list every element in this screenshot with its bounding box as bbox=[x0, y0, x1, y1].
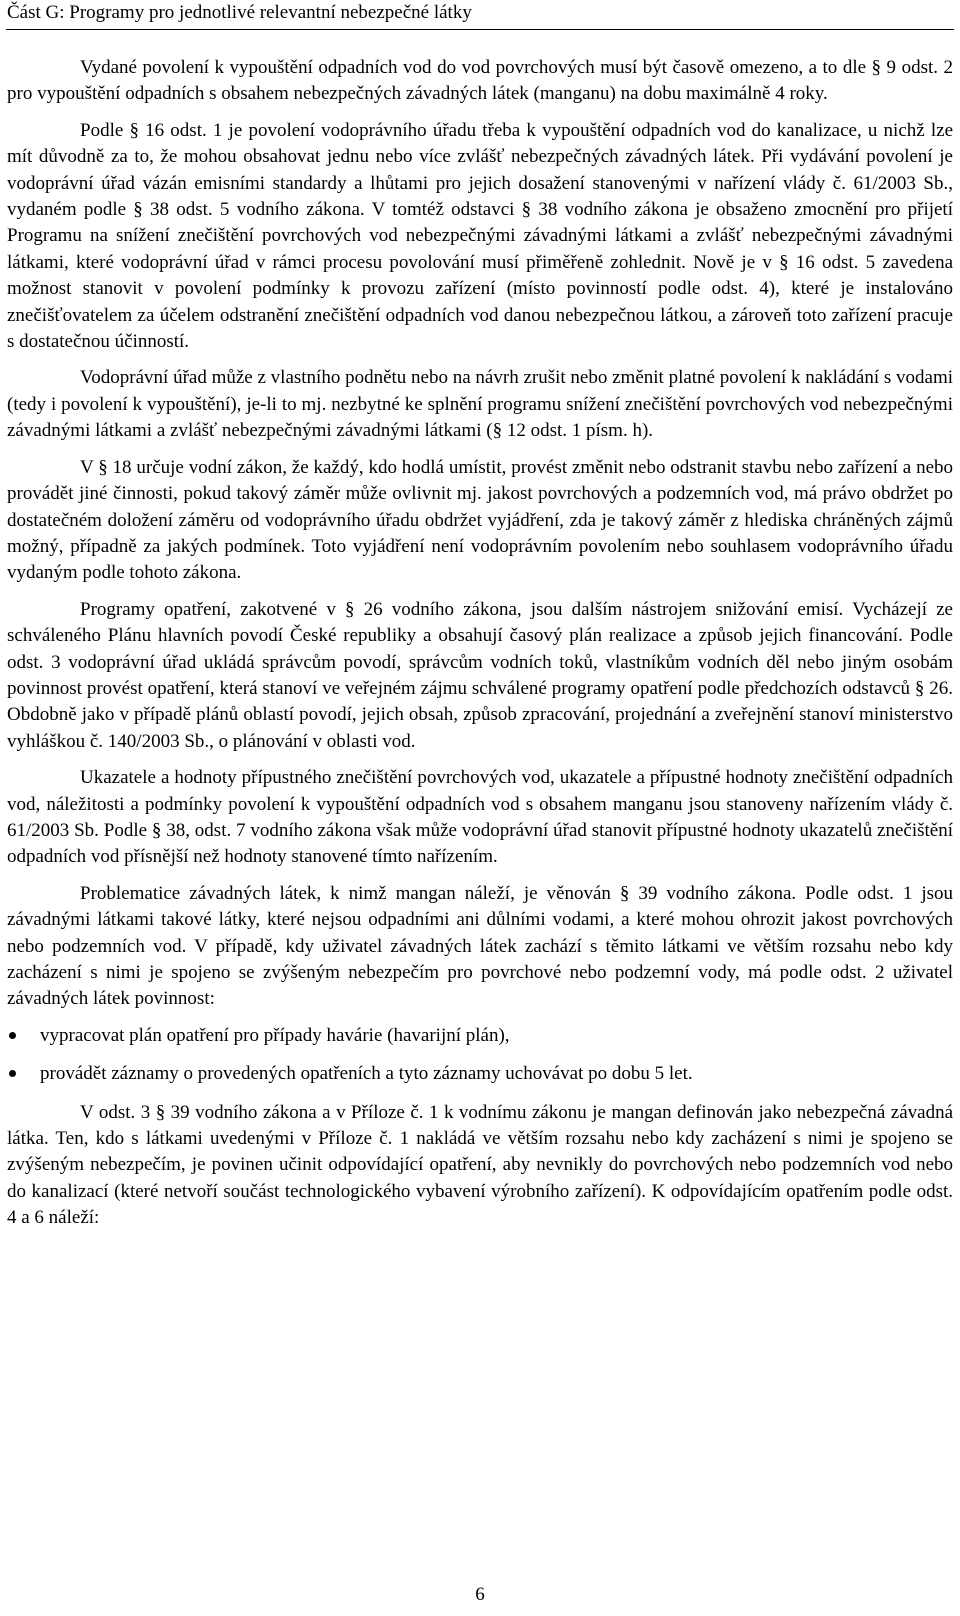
paragraph: V § 18 určuje vodní zákon, že každý, kdo hodlá umístit, provést změnit nebo odstranit stavbu nebo zařízení a nebo provádět jiné činnosti, pokud takový záměr může ovlivnit mj. jakost povrchových a podzemních vod, má právo obdržet po dostatečném doložení záměru od vodoprávního úřadu obdržet vyjádření, zda je takový záměr z hlediska chráněných zájmů možný, případně za jakých podmínek. Toto vyjádření není vodoprávním povolením nebo souhlasem vodoprávního úřadu vydaným podle tohoto zákona. bbox=[7, 456, 953, 584]
list-item bbox=[7, 1023, 953, 1049]
paragraph: Vydané povolení k vypouštění odpadních vod do vod povrchových musí být časově omezeno, a to dle § 9 odst. 2 pro vypouštění odpadních s obsahem nebezpečných závadných látek (manganu) na dobu maximálně 4 roky. bbox=[7, 57, 953, 105]
paragraph: V odst. 3 § 39 vodního zákona a v Příloze č. 1 k vodnímu zákonu je mangan definován jako nebezpečná závadná látka. Ten, kdo s látkami uvedenými v Příloze č. 1 nakládá ve větším rozsahu nebo kdy zacházení s nimi je spojeno se zvýšeným nebezpečím, je povinen učinit odpovídající opatření, aby nevnikly do povrchových nebo podzemních vod nebo do kanalizací (které netvoří součást technologického vybavení výrobního zařízení). K odpovídajícím opatřením podle odst. 4 a 6 náleží: bbox=[7, 1101, 953, 1229]
page-number: 6 bbox=[475, 1584, 485, 1605]
paragraph: Vodoprávní úřad může z vlastního podnětu nebo na návrh zrušit nebo změnit platné povolení k nakládání s vodami (tedy i povolení k vypouštění), je-li to mj. nezbytné ke splnění programu snížení znečištění povrchových vod nebezpečnými závadnými látkami a zvlášť nebezpečnými závadnými látkami (§ 12 odst. 1 písm. h). bbox=[7, 367, 953, 442]
document-body bbox=[7, 55, 953, 1242]
header-divider bbox=[6, 29, 954, 30]
paragraph: Ukazatele a hodnoty přípustného znečištění povrchových vod, ukazatele a přípustné hodnoty znečištění odpadních vod, náležitosti a podmínky povolení k vypouštění odpadních vod s obsahem manganu jsou stanoveny nařízením vlády č. 61/2003 Sb. Podle § 38, odst. 7 vodního zákona však může vodoprávní úřad stanovit přípustné hodnoty ukazatelů znečištění odpadních vod přísnější než hodnoty stanovené tímto nařízením. bbox=[7, 767, 953, 868]
paragraph: Programy opatření, zakotvené v § 26 vodního zákona, jsou dalším nástrojem snižování emisí. Vycházejí ze schváleného Plánu hlavních povodí České republiky a obsahují časový plán realizace a způsob jejich financování. Podle odst. 3 vodoprávní úřad ukládá správcům povodí, správcům vodních toků, vlastníkům vodních děl nebo jiným osobám povinnost provést opatření, která stanoví ve veřejném zájmu schválené programy opatření podle předchozích odstavců § 26. Obdobně jako v případě plánů oblastí povodí, jejich obsah, způsob zpracování, projednání a zveřejnění stanoví ministerstvo vyhláškou č. 140/2003 Sb., o plánování v oblasti vod. bbox=[7, 598, 953, 752]
paragraph: Problematice závadných látek, k nimž mangan náleží, je věnován § 39 vodního zákona. Podle odst. 1 jsou závadnými látkami takové látky, které nejsou odpadními ani důlními vodami, a které mohou ohrozit jakost povrchových nebo podzemních vod. V případě, kdy uživatel závadných látek zachází s těmito látkami ve větším rozsahu nebo kdy zacházení s nimi je spojeno se zvýšeným nebezpečím pro povrchové nebo podzemní vody, má podle odst. 2 uživatel závadných látek povinnost: bbox=[7, 882, 953, 1010]
bullet-icon bbox=[9, 1070, 16, 1077]
page-header-title: Část G: Programy pro jednotlivé relevantní nebezpečné látky bbox=[7, 2, 472, 23]
bullet-icon bbox=[9, 1032, 16, 1039]
list-item-text: vypracovat plán opatření pro případy havárie (havarijní plán), bbox=[40, 1024, 510, 1046]
list-item-text: provádět záznamy o provedených opatřeních a tyto záznamy uchovávat po dobu 5 let. bbox=[40, 1063, 693, 1085]
paragraph: Podle § 16 odst. 1 je povolení vodoprávního úřadu třeba k vypouštění odpadních vod do kanalizace, u nichž lze mít důvodně za to, že mohou obsahovat jednu nebo více zvlášť nebezpečných závadných látek. Při vydávání povolení je vodoprávní úřad vázán emisními standardy a lhůtami pro jejich dosažení stanovenými v nařízení vlády č. 61/2003 Sb., vydaném podle § 38 odst. 5 vodního zákona. V tomtéž odstavci § 38 vodního zákona je obsaženo zmocnění pro přijetí Programu na snížení znečištění povrchových vod nebezpečnými závadnými látkami a zvlášť nebezpečnými závadnými látkami, které vodoprávní úřad v rámci procesu povolování musí přiměřeně zohlednit. Nově je v § 16 odst. 5 zavedena možnost stanovit v povolení podmínky k provozu zařízení (místo povinností podle odst. 4), které je instalováno znečišťovatelem za účelem odstranění znečištění odpadních vod danou nebezpečnou látkou, a zároveň toto zařízení pracuje s dostatečnou účinností. bbox=[7, 119, 953, 353]
list-item bbox=[7, 1061, 953, 1087]
obligations-list bbox=[7, 1023, 953, 1088]
